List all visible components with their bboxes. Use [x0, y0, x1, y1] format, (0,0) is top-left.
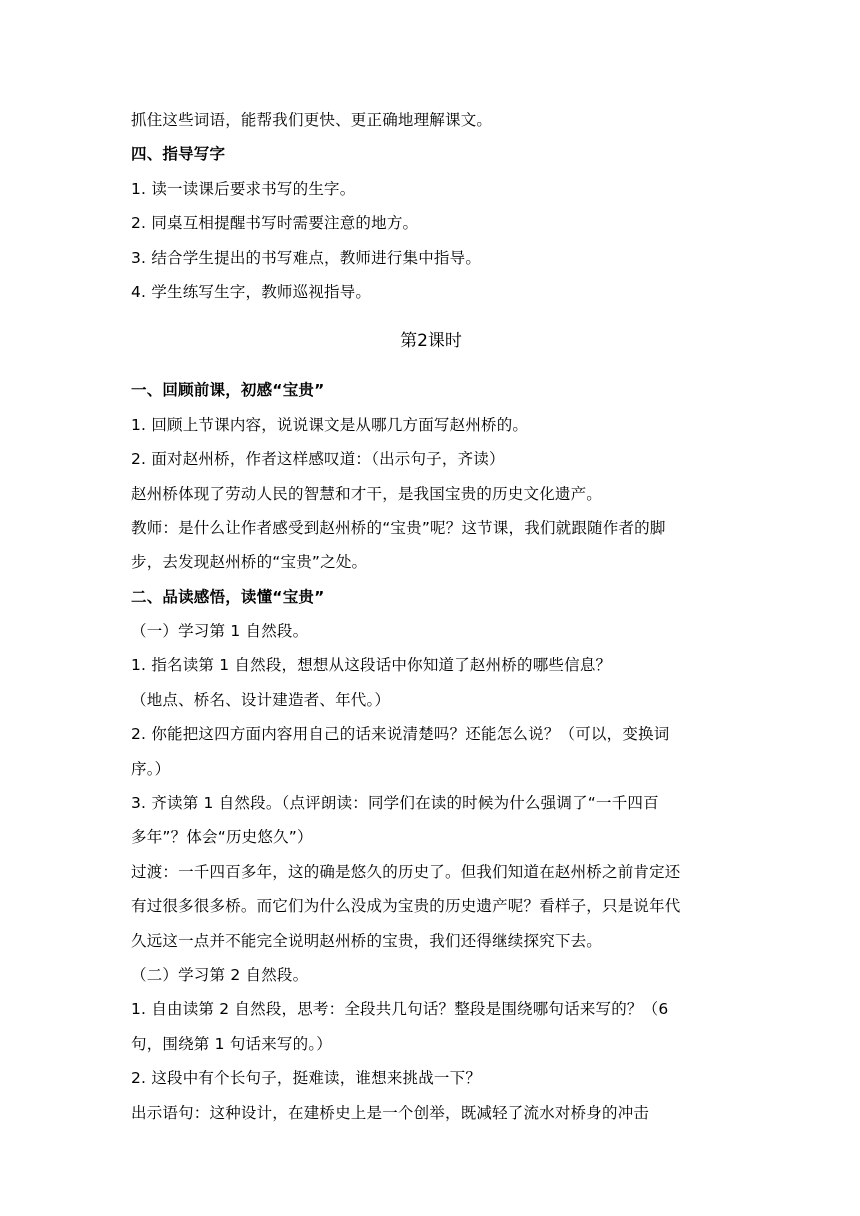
paragraph: 教师：是什么让作者感受到赵州桥的“宝贵”呢？这节课，我们就跟随作者的脚: [131, 518, 666, 537]
paragraph: 步，去发现赵州桥的“宝贵”之处。: [131, 553, 368, 572]
paragraph: （地点、桥名、设计建造者、年代。）: [131, 690, 391, 709]
section-heading: 一、回顾前课，初感“宝贵”: [131, 381, 325, 400]
list-item: 2. 同桌互相提醒书写时需要注意的地方。: [131, 214, 419, 233]
paragraph: 序。）: [131, 759, 171, 778]
subsection-heading: （二）学习第 2 自然段。: [131, 965, 309, 984]
list-item: 3. 结合学生提出的书写难点，教师进行集中指导。: [131, 248, 482, 267]
paragraph: 出示语句：这种设计，在建桥史上是一个创举，既减轻了流水对桥身的冲击: [131, 1103, 650, 1122]
list-item: 2. 你能把这四方面内容用自己的话来说清楚吗？还能怎么说？（可以，变换词: [131, 725, 670, 744]
list-item: 3. 齐读第 1 自然段。（点评朗读：同学们在读的时候为什么强调了“一千四百: [131, 794, 659, 813]
subsection-heading: （一）学习第 1 自然段。: [131, 622, 309, 641]
document-body: [131, 103, 731, 1130]
section-heading: 二、品读感悟，读懂“宝贵”: [131, 587, 325, 606]
list-item: 2. 面对赵州桥，作者这样感叹道：（出示句子，齐读）: [131, 450, 505, 469]
paragraph: 有过很多很多桥。而它们为什么没成为宝贵的历史遗产呢？看样子，只是说年代: [131, 897, 681, 916]
lesson-title: 第2课时: [400, 331, 462, 352]
list-item: 4. 学生练写生字，教师巡视指导。: [131, 282, 372, 301]
paragraph: 抓住这些词语，能帮我们更快、更正确地理解课文。: [131, 111, 493, 129]
paragraph: 久远这一点并不能完全说明赵州桥的宝贵，我们还得继续探究下去。: [131, 931, 603, 950]
paragraph: 句，围绕第 1 句话来写的。）: [131, 1034, 332, 1053]
list-item: 1. 自由读第 2 自然段，思考：全段共几句话？整段是围绕哪句话来写的？（6: [131, 1000, 669, 1019]
paragraph: 赵州桥体现了劳动人民的智慧和才干，是我国宝贵的历史文化遗产。: [131, 484, 603, 503]
list-item: 1. 读一读课后要求书写的生字。: [131, 179, 356, 198]
paragraph: 过渡：一千四百多年，这的确是悠久的历史了。但我们知道在赵州桥之前肯定还: [131, 862, 681, 881]
section-heading: 四、指导写字: [131, 145, 226, 164]
list-item: 2. 这段中有个长句子，挺难读，谁想来挑战一下？: [131, 1069, 482, 1088]
list-item: 1. 指名读第 1 自然段，想想从这段话中你知道了赵州桥的哪些信息？: [131, 656, 612, 675]
list-item: 1. 回顾上节课内容，说说课文是从哪几方面写赵州桥的。: [131, 415, 529, 434]
paragraph: 多年”？体会“历史悠久”）: [131, 828, 313, 847]
